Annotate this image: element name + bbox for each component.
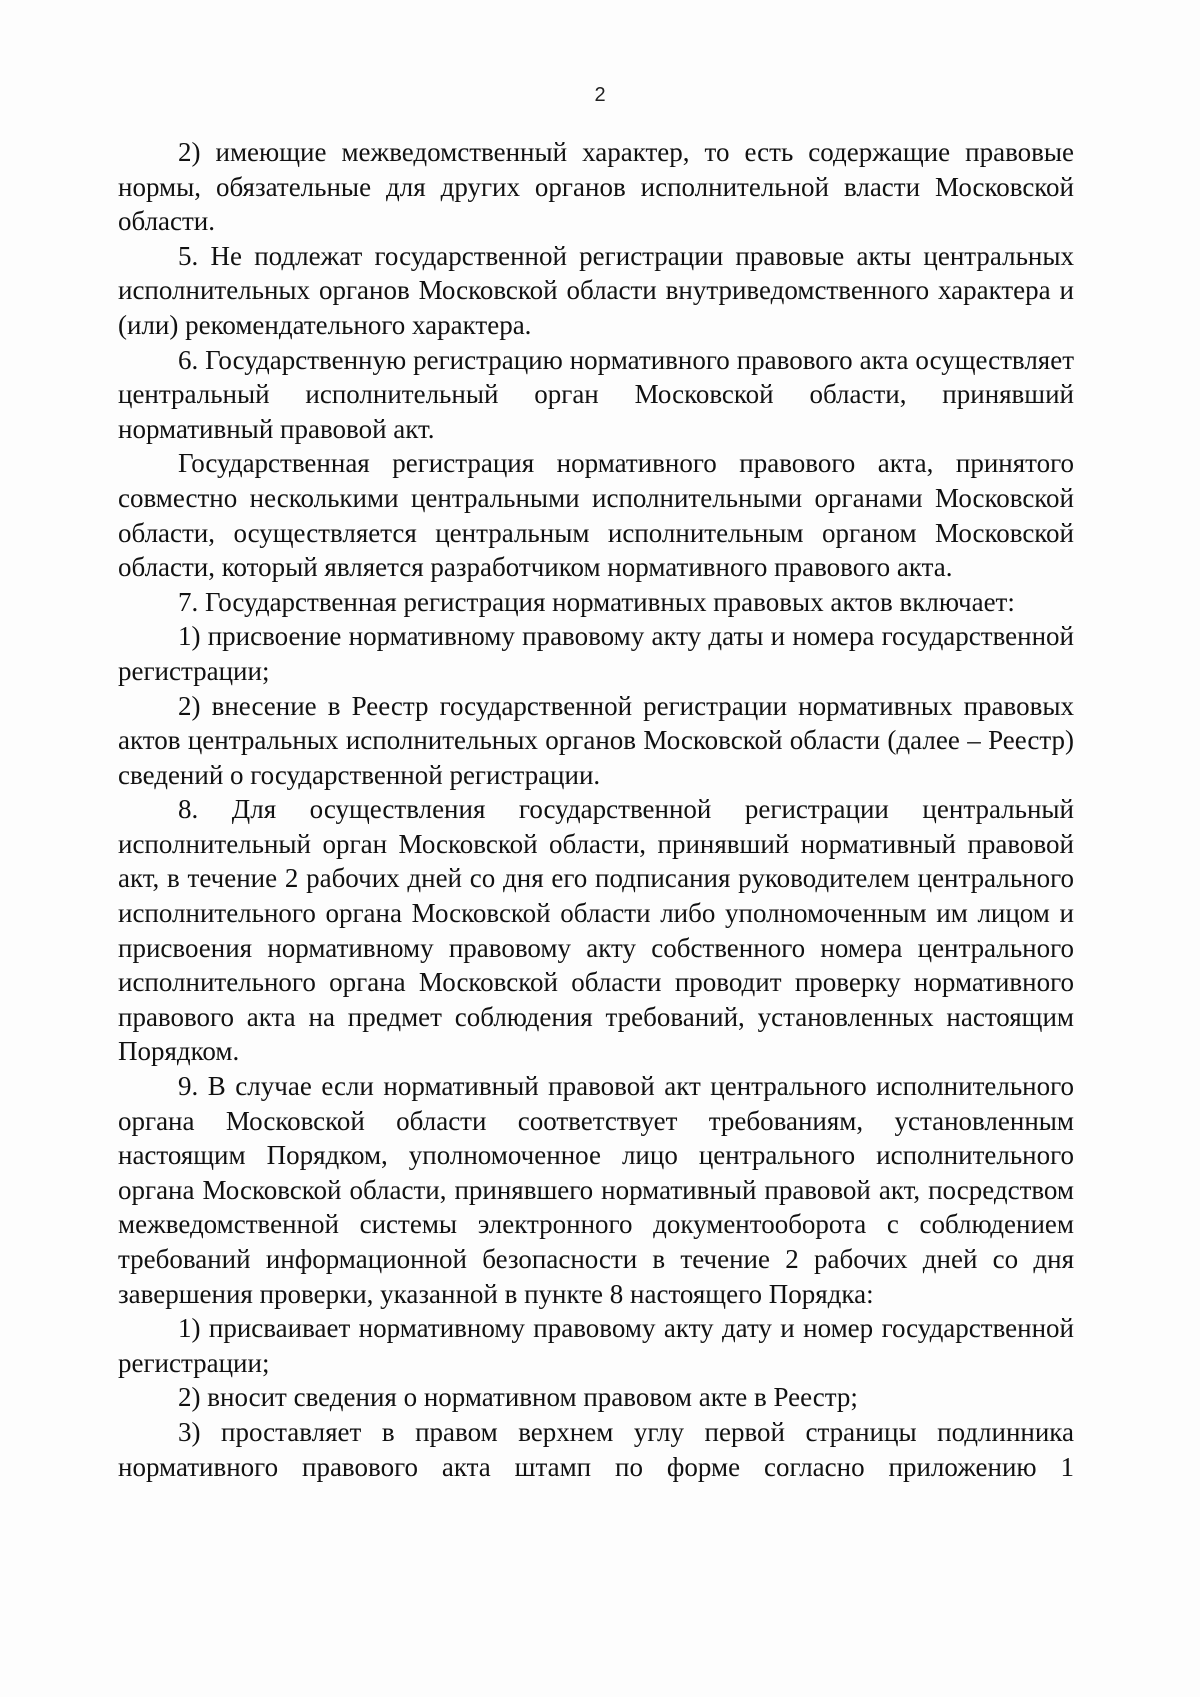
paragraph-clause-6: 6. Государственную регистрацию нормативного правового акта осуществляет центральный исполнительный орган Московской области, принявший нормативный правовой акт.: [118, 344, 1074, 444]
paragraph-clause-7: 7. Государственная регистрация нормативных правовых актов включает:: [178, 586, 1015, 617]
paragraph-clause-5: 5. Не подлежат государственной регистрации правовые акты центральных исполнительных органов Московской области внутриведомственного характера и (или) рекомендательного характера.: [118, 240, 1074, 340]
paragraph-item-2-interdepartmental: 2) имеющие межведомственный характер, то есть содержащие правовые нормы, обязательные для других органов исполнительной власти Московской области.: [118, 137, 1074, 237]
paragraph-clause-9-item-1: 1) присваивает нормативному правовому акту дату и номер государственной регистрации;: [118, 1313, 1074, 1378]
paragraph-clause-9-item-3: 3) проставляет в правом верхнем углу первой страницы подлинника нормативного правового акта штамп по форме согласно приложению 1: [118, 1416, 1074, 1482]
paragraph-clause-7-item-2: 2) внесение в Реестр государственной регистрации нормативных правовых актов центральных исполнительных органов Московской области (далее – Реестр) сведений о государственной регистрации.: [118, 690, 1074, 790]
paragraph-clause-7-item-1: 1) присвоение нормативному правовому акту даты и номера государственной регистрации;: [118, 621, 1074, 686]
page-number: 2: [594, 84, 606, 106]
paragraph-clause-9-item-2: 2) вносит сведения о нормативном правовом акте в Реестр;: [178, 1382, 858, 1413]
paragraph-clause-8: 8. Для осуществления государственной регистрации центральный исполнительный орган Московской области, принявший нормативный правовой акт, в течение 2 рабочих дней со дня его подписания руководителем центрального исполнительного органа Московской области либо уполномоченным им лицом и присвоения нормативному правовому акту собственного номера центрального исполнительного органа Московской области проводит проверку нормативного правового акта на предмет соблюдения требований, установленных настоящим Порядком.: [118, 794, 1074, 1067]
document-body: [118, 135, 1074, 1484]
paragraph-joint-registration: Государственная регистрация нормативного правового акта, принятого совместно несколькими центральными исполнительными органами Московской области, осуществляется центральным исполнительным органом Московской области, который является разработчиком нормативного правового акта.: [118, 448, 1074, 583]
paragraph-clause-9: 9. В случае если нормативный правовой акт центрального исполнительного органа Московской области соответствует требованиям, установленным настоящим Порядком, уполномоченное лицо центрального исполнительного органа Московской области, принявшего нормативный правовой акт, посредством межведомственной системы электронного документооборота с соблюдением требований информационной безопасности в течение 2 рабочих дней со дня завершения проверки, указанной в пункте 8 настоящего Порядка:: [118, 1071, 1074, 1309]
